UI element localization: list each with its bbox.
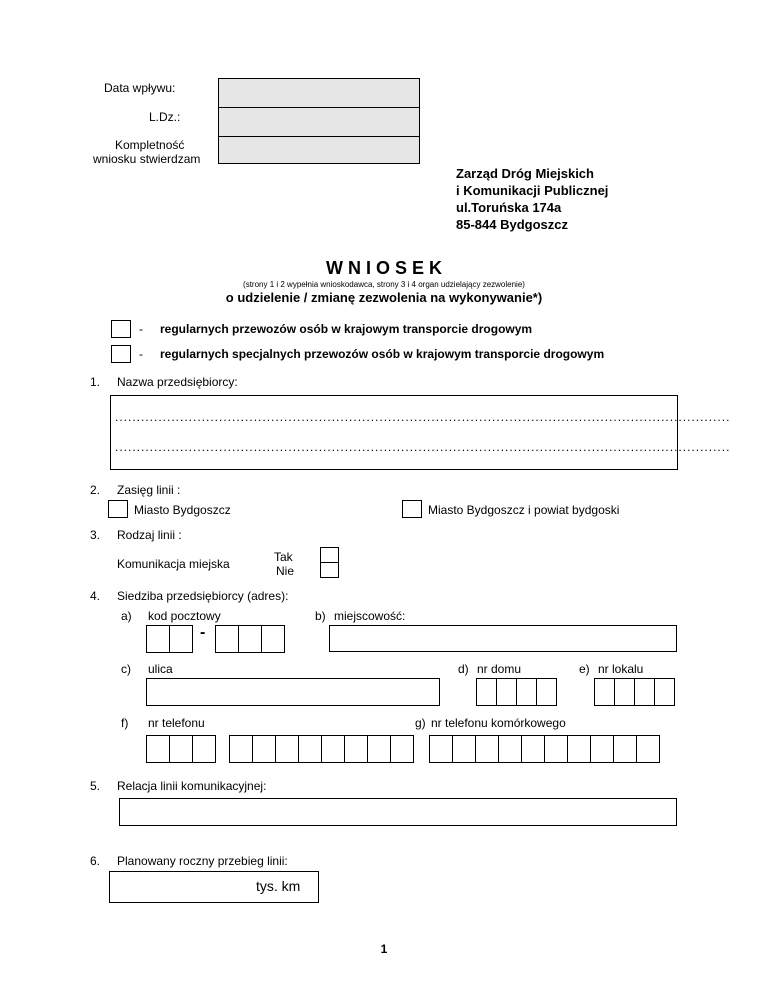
option-special-dash: - xyxy=(139,347,143,361)
date-received-label: Data wpływu: xyxy=(104,81,176,95)
ldz-label: L.Dz.: xyxy=(149,110,181,124)
completeness-label-2: wniosku stwierdzam xyxy=(93,152,201,166)
section-3-number: 3. xyxy=(90,528,101,542)
street-letter: c) xyxy=(121,662,131,676)
company-name-line-1: .............................................................................................................................................. xyxy=(115,410,731,424)
company-name-field[interactable] xyxy=(110,395,731,470)
line-type-no-label: Nie xyxy=(276,564,295,578)
section-1-number: 1. xyxy=(90,375,101,389)
house-number-cells[interactable] xyxy=(476,678,556,706)
section-6-number: 6. xyxy=(90,854,101,868)
page-number: 1 xyxy=(380,942,388,956)
phone-number-cells[interactable] xyxy=(229,735,413,763)
postal-code-part2[interactable] xyxy=(215,625,284,653)
house-number-letter: d) xyxy=(458,662,469,676)
mobile-label: g) xyxy=(415,716,426,730)
section-5-label: Relacja linii komunikacyjnej: xyxy=(117,779,267,793)
form-note: (strony 1 i 2 wypełnia wnioskodawca, strony 3 i 4 organ udzielający zezwolenie) xyxy=(243,280,525,289)
apartment-number-label: nr lokalu xyxy=(598,662,644,676)
completeness-label-1: Kompletność xyxy=(115,138,185,152)
city-input[interactable] xyxy=(329,625,677,652)
scope-city-county-label: Miasto Bydgoszcz i powiat bydgoski xyxy=(428,503,620,517)
addressee-line3: ul.Toruńska 174a xyxy=(456,200,562,215)
mobile-number-cells[interactable] xyxy=(429,735,659,763)
section-4-number: 4. xyxy=(90,589,101,603)
line-route-input[interactable] xyxy=(119,798,677,826)
apartment-number-letter: e) xyxy=(579,662,590,676)
line-type-yes-checkbox[interactable] xyxy=(320,547,339,563)
house-number-label: nr domu xyxy=(477,662,522,676)
phone-area-cells[interactable] xyxy=(146,735,215,763)
section-3-label: Rodzaj linii : xyxy=(117,528,182,542)
section-4-label: Siedziba przedsiębiorcy (adres): xyxy=(117,589,289,603)
option-regular-dash: - xyxy=(139,322,143,336)
form-subtitle: o udzielenie / zmianę zezwolenia na wykonywanie*) xyxy=(225,290,543,305)
annual-mileage-unit: tys. km xyxy=(256,878,301,894)
company-name-line-2: .............................................................................................................................................. xyxy=(115,440,731,454)
postal-code-letter: a) xyxy=(121,609,132,623)
scope-city-checkbox[interactable] xyxy=(108,500,128,518)
city-letter: b) xyxy=(315,609,326,623)
apartment-number-cells[interactable] xyxy=(594,678,674,706)
city-label: miejscowość: xyxy=(334,609,406,623)
postal-code-part1[interactable] xyxy=(146,625,192,653)
form-title: W N I O S E K xyxy=(325,258,442,278)
line-type-no-checkbox[interactable] xyxy=(320,562,339,578)
option-special-label: regularnych specjalnych przewozów osób w krajowym transporcie drogowym xyxy=(160,347,605,361)
phone-letter: f) xyxy=(121,716,129,730)
postal-code-dash: - xyxy=(200,624,206,641)
completeness-field[interactable] xyxy=(218,136,420,164)
postal-code-label: kod pocztowy xyxy=(148,609,221,623)
option-regular-checkbox[interactable] xyxy=(111,320,131,338)
option-special-checkbox[interactable] xyxy=(111,345,131,363)
date-received-field[interactable] xyxy=(218,78,420,108)
section-1-label: Nazwa przedsiębiorcy: xyxy=(117,375,238,389)
addressee-block xyxy=(456,165,608,233)
section-6-label: Planowany roczny przebieg linii: xyxy=(117,854,288,868)
line-type-label: Komunikacja miejska xyxy=(117,557,230,571)
scope-city-label: Miasto Bydgoszcz xyxy=(134,503,231,517)
mobile-label-text: nr telefonu komórkowego xyxy=(431,716,566,730)
scope-city-county-checkbox[interactable] xyxy=(402,500,422,518)
section-2-label: Zasięg linii : xyxy=(117,483,181,497)
ldz-field[interactable] xyxy=(218,107,420,137)
addressee-line4: 85-844 Bydgoszcz xyxy=(456,217,568,232)
option-regular-label: regularnych przewozów osób w krajowym transporcie drogowym xyxy=(160,322,533,336)
line-type-yes-label: Tak xyxy=(274,550,293,564)
phone-label: nr telefonu xyxy=(148,716,205,730)
section-2-number: 2. xyxy=(90,483,101,497)
street-input[interactable] xyxy=(146,678,440,706)
street-label: ulica xyxy=(148,662,173,676)
addressee-line2: i Komunikacji Publicznej xyxy=(456,183,609,198)
addressee-line1: Zarząd Dróg Miejskich xyxy=(456,166,594,181)
section-5-number: 5. xyxy=(90,779,101,793)
